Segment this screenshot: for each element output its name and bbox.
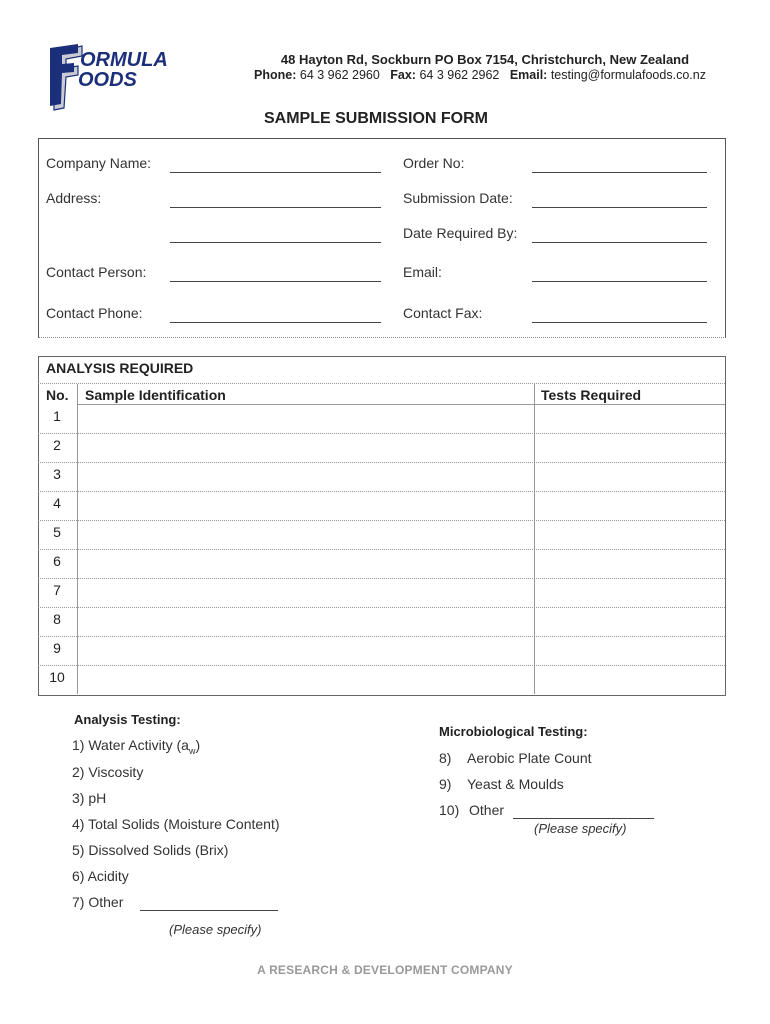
tests-required-cell[interactable] — [535, 462, 724, 491]
formula-foods-logo — [44, 42, 204, 112]
test-item-dissolved-solids[interactable]: 5) Dissolved Solids (Brix) — [72, 842, 229, 858]
sample-id-cell[interactable] — [78, 578, 533, 607]
sample-id-cell[interactable] — [78, 462, 533, 491]
tests-required-cell[interactable] — [535, 520, 724, 549]
sample-id-cell[interactable] — [78, 636, 533, 665]
date-required-field[interactable] — [532, 241, 707, 243]
micro-please-specify-note: (Please specify) — [534, 821, 627, 836]
micro-item-aerobic-plate-count[interactable]: Aerobic Plate Count — [467, 750, 592, 766]
test-item-acidity[interactable]: 6) Acidity — [72, 868, 129, 884]
tests-required-cell[interactable] — [535, 404, 724, 433]
sample-id-cell[interactable] — [78, 607, 533, 636]
date-required-label: Date Required By: — [403, 225, 518, 241]
tests-required-cell[interactable] — [535, 549, 724, 578]
contact-line — [240, 68, 720, 82]
row-number: 10 — [49, 669, 65, 685]
micro-testing-heading: Microbiological Testing: — [439, 724, 588, 739]
company-name-label: Company Name: — [46, 155, 152, 171]
submission-date-field[interactable] — [532, 206, 707, 208]
tests-required-cell[interactable] — [535, 433, 724, 462]
micro-item-number: 10) — [439, 802, 460, 818]
order-no-label: Order No: — [403, 155, 465, 171]
table-divider — [38, 383, 725, 384]
phone-value: 64 3 962 2960 — [299, 68, 380, 82]
analysis-title: ANALYSIS REQUIRED — [46, 360, 194, 376]
water-subscript: w — [188, 745, 196, 756]
test-item-total-solids[interactable]: 4) Total Solids (Moisture Content) — [72, 816, 280, 832]
row-number: 9 — [53, 640, 61, 656]
contact-person-label: Contact Person: — [46, 264, 147, 280]
row-number: 6 — [53, 553, 61, 569]
water-close: ) — [195, 737, 201, 753]
sample-id-cell[interactable] — [78, 549, 533, 578]
sample-id-cell[interactable] — [78, 491, 533, 520]
email-label: Email: — [509, 68, 548, 82]
fax-value: 64 3 962 2962 — [419, 68, 500, 82]
tests-required-cell[interactable] — [535, 607, 724, 636]
email-field[interactable] — [532, 280, 707, 282]
other-specify-field[interactable] — [140, 909, 278, 911]
test-item-other[interactable]: 7) Other — [72, 894, 124, 910]
micro-item-yeast-moulds[interactable]: Yeast & Moulds — [467, 776, 564, 792]
contact-person-field[interactable] — [170, 280, 381, 282]
col-tests-header: Tests Required — [541, 387, 642, 403]
footer-tagline: A RESEARCH & DEVELOPMENT COMPANY — [257, 963, 513, 977]
company-address: 48 Hayton Rd, Sockburn PO Box 7154, Christchurch, New Zealand — [280, 52, 690, 67]
col-sample-header: Sample Identification — [85, 387, 226, 403]
contact-phone-field[interactable] — [170, 321, 381, 323]
order-no-field[interactable] — [532, 171, 707, 173]
row-number: 4 — [53, 495, 61, 511]
please-specify-note: (Please specify) — [169, 922, 262, 937]
sample-id-cell[interactable] — [78, 520, 533, 549]
row-number: 3 — [53, 466, 61, 482]
tests-required-cell[interactable] — [535, 491, 724, 520]
company-name-field[interactable] — [170, 171, 381, 173]
row-number: 7 — [53, 582, 61, 598]
test-item-label: 1) Water Activity (a — [72, 737, 189, 753]
address-field-2[interactable] — [170, 241, 381, 243]
row-number: 5 — [53, 524, 61, 540]
test-item-water-activity[interactable] — [72, 737, 200, 756]
email-value: testing@formulafoods.co.nz — [550, 68, 706, 82]
contact-fax-field[interactable] — [532, 321, 707, 323]
sample-id-cell[interactable] — [78, 404, 533, 433]
sample-id-cell[interactable] — [78, 665, 533, 694]
micro-item-other[interactable]: Other — [469, 802, 505, 818]
row-number: 1 — [53, 408, 61, 424]
micro-item-number: 8) — [439, 750, 452, 766]
row-number: 2 — [53, 437, 61, 453]
fax-label: Fax: — [390, 68, 416, 82]
test-item-ph[interactable]: 3) pH — [72, 790, 107, 806]
contact-phone-label: Contact Phone: — [46, 305, 143, 321]
logo-text-bottom: OODS — [78, 69, 137, 91]
email-field-label: Email: — [403, 264, 442, 280]
address-field-1[interactable] — [170, 206, 381, 208]
test-item-viscosity[interactable]: 2) Viscosity — [72, 764, 144, 780]
contact-fax-label: Contact Fax: — [403, 305, 483, 321]
micro-item-number: 9) — [439, 776, 452, 792]
logo-text-top: ORMULA — [80, 49, 168, 71]
phone-label: Phone: — [254, 68, 297, 82]
tests-required-cell[interactable] — [535, 665, 724, 694]
micro-other-specify-field[interactable] — [513, 817, 654, 819]
col-no-header: No. — [46, 387, 69, 403]
submission-date-label: Submission Date: — [403, 190, 513, 206]
row-number: 8 — [53, 611, 61, 627]
address-label: Address: — [46, 190, 102, 206]
tests-required-cell[interactable] — [535, 636, 724, 665]
analysis-testing-heading: Analysis Testing: — [74, 712, 181, 727]
sample-id-cell[interactable] — [78, 433, 533, 462]
tests-required-cell[interactable] — [535, 578, 724, 607]
form-title: SAMPLE SUBMISSION FORM — [263, 110, 488, 127]
